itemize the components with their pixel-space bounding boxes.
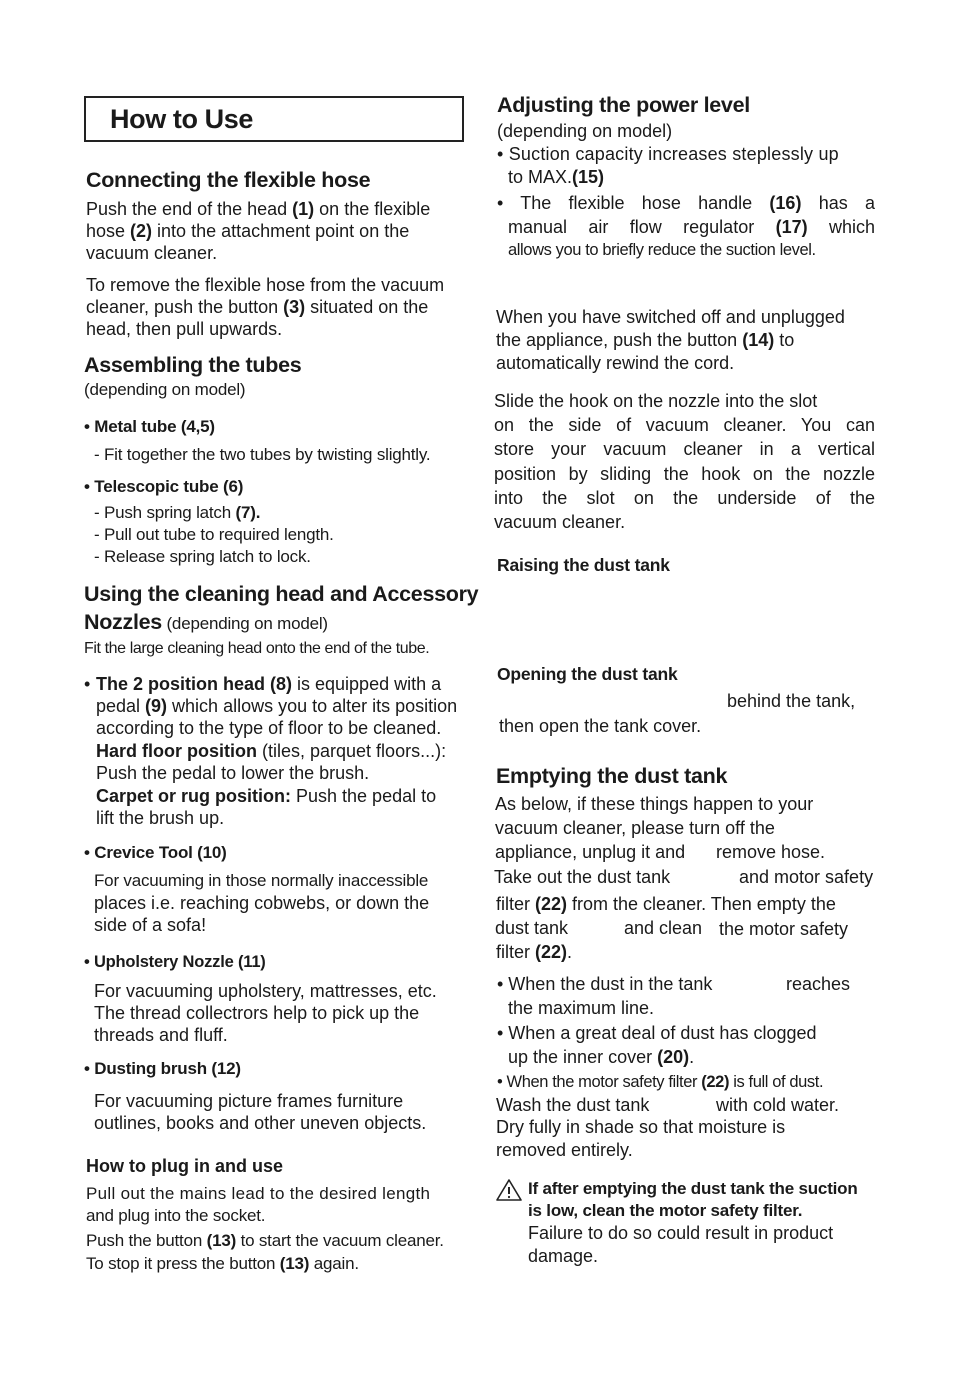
opening-heading: Opening the dust tank — [497, 664, 678, 684]
tubes-sub: (depending on model) — [84, 380, 246, 399]
telescopic-line3: - Release spring latch to lock. — [94, 547, 311, 566]
telescopic-tube-label: • Telescopic tube (6) — [84, 477, 244, 496]
position-head-line7: lift the brush up. — [96, 808, 225, 828]
storage-line3: store your vacuum cleaner in a vertical — [494, 439, 875, 459]
position-head-line2: pedal (9) which allows you to alter its position — [96, 696, 458, 716]
head-heading-line1: Using the cleaning head and Accessory — [84, 582, 479, 606]
hose-p2-line3: head, then pull upwards. — [86, 319, 283, 339]
emptying-line3b: remove hose. — [716, 842, 826, 862]
opening-line1: behind the tank, — [727, 691, 856, 711]
power-b1-line2: to MAX.(15) — [508, 167, 605, 187]
wash-line1b: with cold water. — [716, 1095, 840, 1115]
metal-tube-label: • Metal tube (4,5) — [84, 417, 215, 436]
dusting-line2: outlines, books and other uneven objects. — [94, 1113, 427, 1133]
hose-heading: Connecting the flexible hose — [86, 168, 371, 192]
emptying-line6c: the motor safety — [719, 919, 849, 939]
power-heading: Adjusting the power level — [497, 93, 750, 117]
dusting-line1: For vacuuming picture frames furniture — [94, 1091, 404, 1111]
tubes-heading: Assembling the tubes — [84, 353, 302, 377]
section-title-box — [84, 96, 464, 142]
position-head-line3: according to the type of floor to be cleaned. — [96, 718, 442, 738]
crevice-line3: side of a sofa! — [94, 915, 207, 935]
power-b2-line2: manual air flow regulator (17) which — [508, 217, 875, 237]
plug-line4: To stop it press the button (13) again. — [86, 1254, 359, 1273]
upholstery-line1: For vacuuming upholstery, mattresses, etc. — [94, 981, 437, 1001]
hose-p1-line1: Push the end of the head (1) on the flexible — [86, 199, 431, 219]
emptying-line5: filter (22) from the cleaner. Then empty the — [496, 894, 836, 914]
warning-line3: Failure to do so could result in product — [528, 1223, 834, 1243]
power-sub: (depending on model) — [497, 121, 673, 141]
warning-line1: If after emptying the dust tank the suction — [528, 1179, 858, 1198]
head-heading-line2: Nozzles (depending on model) — [84, 610, 328, 634]
power-b1-line1: • Suction capacity increases steplessly up — [497, 144, 839, 164]
rewind-line1: When you have switched off and unplugged — [496, 307, 845, 327]
position-head-line1: The 2 position head (8) is equipped with a — [96, 674, 442, 694]
warning-line2: is low, clean the motor safety filter. — [528, 1201, 803, 1220]
wash-line3: removed entirely. — [496, 1140, 633, 1160]
position-head-bullet: • — [84, 674, 91, 694]
upholstery-line2: The thread collectrors help to pick up the — [94, 1003, 420, 1023]
storage-line2: on the side of vacuum cleaner. You can — [494, 415, 875, 435]
telescopic-line2: - Pull out tube to required length. — [94, 525, 334, 544]
emptying-line1: As below, if these things happen to your — [495, 794, 814, 814]
hose-p1-line3: vacuum cleaner. — [86, 243, 218, 263]
hose-p2-line2: cleaner, push the button (3) situated on the — [86, 297, 429, 317]
power-b2-line3: allows you to briefly reduce the suction level. — [508, 241, 816, 259]
storage-line5: into the slot on the underside of the — [494, 488, 875, 508]
emptying-line2: vacuum cleaner, please turn off the — [495, 818, 775, 838]
plug-line2: and plug into the socket. — [86, 1206, 266, 1225]
emptying-bullet2-line1: • When a great deal of dust has clogged — [497, 1023, 817, 1043]
page-title: How to Use — [110, 104, 254, 134]
emptying-bullet1-line2: the maximum line. — [508, 998, 655, 1018]
emptying-line7: filter (22). — [496, 942, 573, 962]
metal-tube-line: - Fit together the two tubes by twisting slightly. — [94, 445, 431, 464]
crevice-line2: places i.e. reaching cobwebs, or down the — [94, 893, 430, 913]
telescopic-line1: - Push spring latch (7). — [94, 503, 261, 522]
power-b2-line1: • The flexible hose handle (16) has a — [497, 193, 875, 213]
emptying-bullet1-line1b: reaches — [786, 974, 851, 994]
raising-heading: Raising the dust tank — [497, 555, 670, 575]
emptying-bullet1-line1a: • When the dust in the tank — [497, 974, 713, 994]
hose-p2-line1: To remove the flexible hose from the vacuum — [86, 275, 445, 295]
position-head-line4: Hard floor position (tiles, parquet floors...): — [96, 741, 447, 761]
head-intro: Fit the large cleaning head onto the end of the tube. — [84, 640, 430, 657]
emptying-heading: Emptying the dust tank — [496, 764, 728, 788]
plug-line3: Push the button (13) to start the vacuum cleaner. — [86, 1231, 444, 1250]
wash-line2: Dry fully in shade so that moisture is — [496, 1117, 786, 1137]
warning-line4: damage. — [528, 1246, 599, 1266]
hose-p1-line2: hose (2) into the attachment point on the — [86, 221, 410, 241]
storage-line1: Slide the hook on the nozzle into the slot — [494, 391, 818, 411]
emptying-bullet2-line2: up the inner cover (20). — [508, 1047, 695, 1067]
upholstery-line3: threads and fluff. — [94, 1025, 228, 1045]
dusting-brush-label: • Dusting brush (12) — [84, 1059, 241, 1078]
emptying-line3a: appliance, unplug it and — [495, 842, 686, 862]
storage-line6: vacuum cleaner. — [494, 512, 626, 532]
position-head-line6: Carpet or rug position: Push the pedal to — [96, 786, 437, 806]
warning-icon — [495, 1178, 523, 1202]
plug-line1: Pull out the mains lead to the desired length — [86, 1184, 431, 1203]
position-head-line5: Push the pedal to lower the brush. — [96, 763, 370, 783]
rewind-line2: the appliance, push the button (14) to — [496, 330, 795, 350]
emptying-line6b: and clean — [624, 918, 703, 938]
opening-line2: then open the tank cover. — [499, 716, 702, 736]
crevice-tool-label: • Crevice Tool (10) — [84, 843, 227, 862]
plug-heading: How to plug in and use — [86, 1156, 283, 1176]
upholstery-label: • Upholstery Nozzle (11) — [84, 953, 266, 971]
wash-line1a: Wash the dust tank — [496, 1095, 650, 1115]
emptying-line4b: and motor safety — [739, 867, 874, 887]
emptying-line6a: dust tank — [495, 918, 569, 938]
emptying-bullet3: • When the motor safety filter (22) is full of dust. — [497, 1073, 824, 1091]
storage-line4: position by sliding the hook on the nozzle — [494, 464, 875, 484]
emptying-line4a: Take out the dust tank — [494, 867, 671, 887]
rewind-line3: automatically rewind the cord. — [496, 353, 735, 373]
crevice-line1: For vacuuming in those normally inaccessible — [94, 871, 429, 890]
